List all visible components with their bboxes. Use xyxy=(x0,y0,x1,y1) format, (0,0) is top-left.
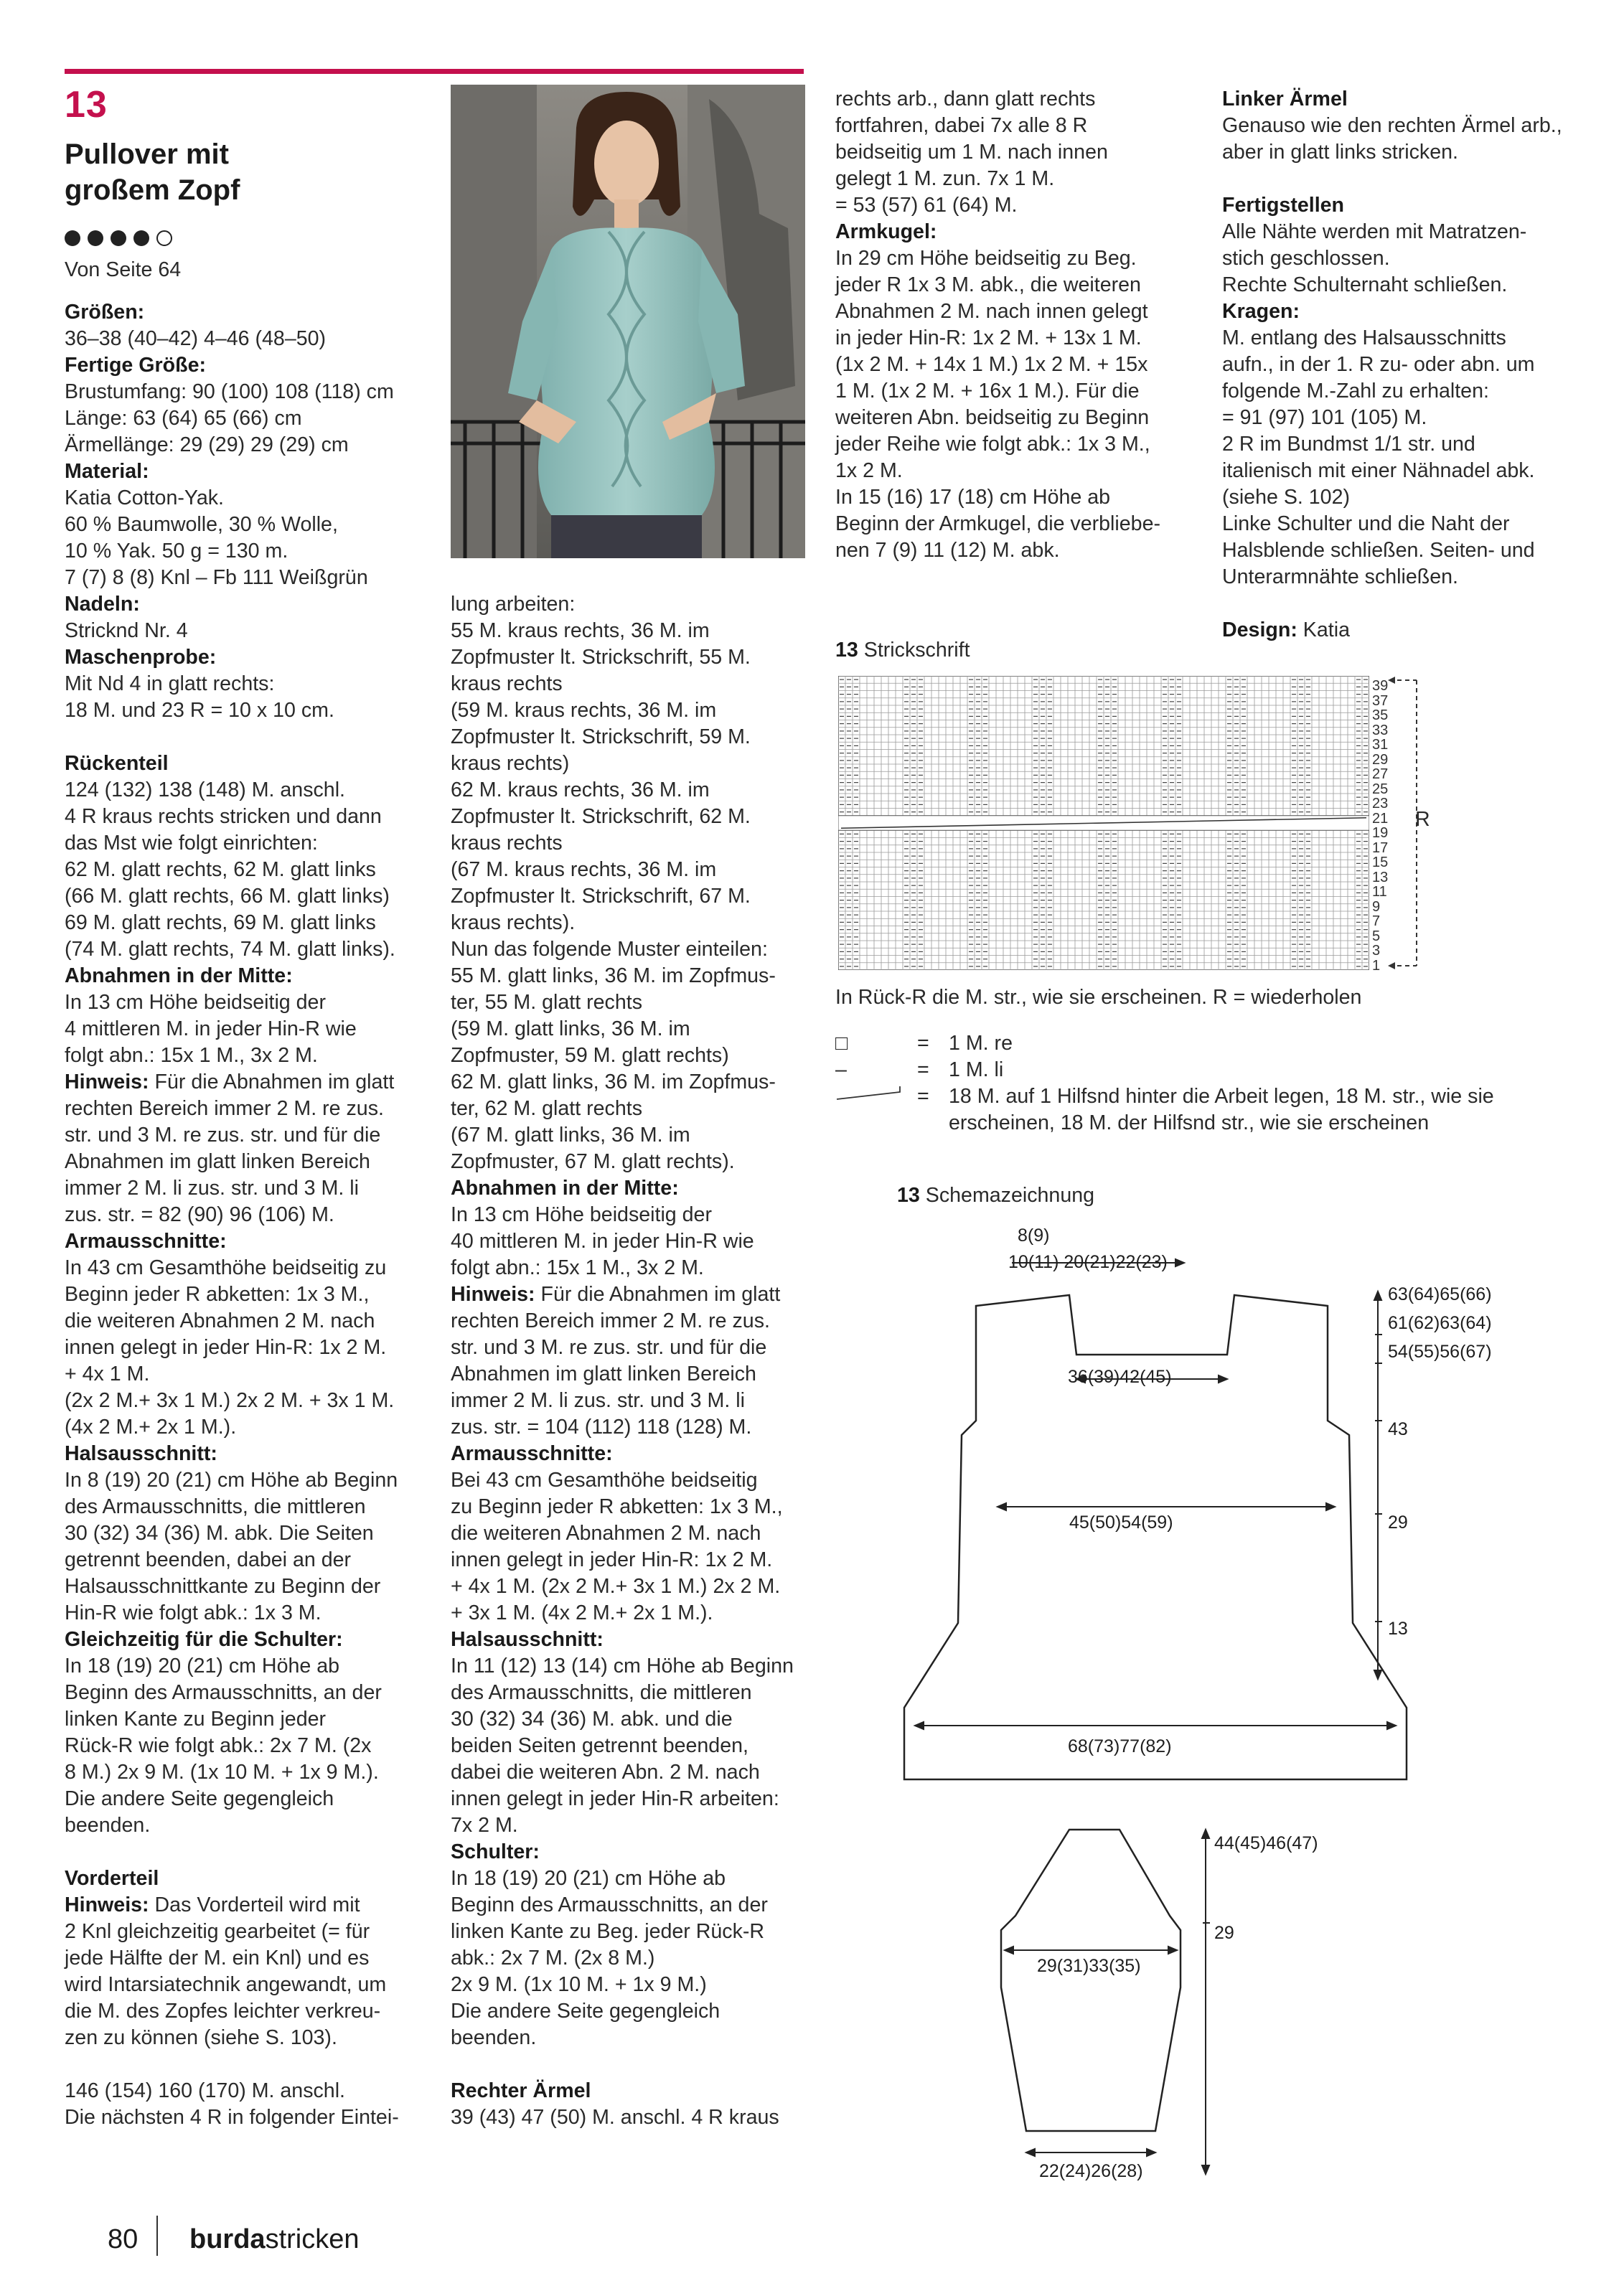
text-line: innen gelegt in jeder Hin-R arbeiten: xyxy=(451,1787,779,1810)
text-line: kraus rechts). xyxy=(451,911,576,934)
text-line xyxy=(1222,591,1595,617)
text-line: 4 mittleren M. in jeder Hin-R wie xyxy=(65,1017,357,1040)
text-line: die weiteren Abnahmen 2 M. nach xyxy=(451,1522,761,1545)
dim-height-armhole: 43 xyxy=(1388,1419,1408,1439)
text-line: in jeder Hin-R: 1x 2 M. + 13x 1 M. xyxy=(835,326,1142,349)
legend-symbol: □ xyxy=(835,1032,848,1055)
text-line: (59 M. glatt links, 36 M. im xyxy=(451,1017,690,1040)
text-line: des Armausschnitts, die mittleren xyxy=(451,1681,752,1704)
model-photo xyxy=(451,85,805,558)
text-line: + 4x 1 M. (2x 2 M.+ 3x 1 M.) 2x 2 M. xyxy=(451,1575,781,1598)
text-line: 2x 9 M. (1x 10 M. + 1x 9 M.) xyxy=(451,1973,707,1996)
section-heading: Armausschnitte: xyxy=(65,1230,227,1253)
column-4 xyxy=(1222,86,1595,644)
text-line: innen gelegt in jeder Hin-R: 1x 2 M. xyxy=(65,1336,387,1359)
dim-neck-depth: 8(9) xyxy=(1018,1225,1050,1246)
section-heading: Rückenteil xyxy=(65,752,169,775)
legend-text: 18 M. auf 1 Hilfsnd hinter die Arbeit legen, 18 M. str., wie sie xyxy=(949,1085,1494,1108)
chart-row-number: 3 xyxy=(1372,943,1381,959)
schema-title: Schemazeichnung xyxy=(925,1184,1095,1207)
text-line: (2x 2 M.+ 3x 1 M.) 2x 2 M. + 3x 1 M. xyxy=(65,1389,395,1412)
body-schema-drawing xyxy=(890,1220,1450,1794)
text-line: In 29 cm Höhe beidseitig zu Beg. xyxy=(835,247,1137,270)
chart-row-number: 31 xyxy=(1372,737,1389,753)
difficulty-dot-filled xyxy=(111,230,126,246)
text-line: 30 (32) 34 (36) M. abk. und die xyxy=(451,1708,733,1731)
text-line: 4 R kraus rechts stricken und dann xyxy=(65,805,382,828)
text-line: 40 mittleren M. in jeder Hin-R wie xyxy=(451,1230,754,1253)
difficulty-dot-filled xyxy=(88,230,103,246)
cable-symbol-icon xyxy=(835,1083,901,1105)
text-line: abk.: 2x 7 M. (2x 8 M.) xyxy=(451,1947,655,1970)
column-2 xyxy=(451,591,817,2131)
text-line: Design: Katia xyxy=(1222,618,1350,641)
text-line: das Mst wie folgt einrichten: xyxy=(65,832,318,855)
text-line: 62 M. glatt rechts, 62 M. glatt links xyxy=(65,858,376,881)
text-line: beenden. xyxy=(65,1814,151,1837)
legend-symbol: – xyxy=(835,1058,847,1081)
pattern-title-line2: großem Zopf xyxy=(65,174,240,206)
text-line: In 11 (12) 13 (14) cm Höhe ab Beginn xyxy=(451,1655,794,1678)
section-heading: Vorderteil xyxy=(65,1867,159,1890)
text-line: rechts arb., dann glatt rechts xyxy=(835,88,1096,110)
page-number: 80 xyxy=(108,2224,139,2254)
text-line: (74 M. glatt rechts, 74 M. glatt links). xyxy=(65,938,395,961)
text-line: aber in glatt links stricken. xyxy=(1222,141,1458,164)
difficulty-dot-filled xyxy=(65,230,80,246)
text-line: Beginn jeder R abketten: 1x 3 M., xyxy=(65,1283,370,1306)
chart-row-number: 27 xyxy=(1372,766,1389,783)
dim-hem: 68(73)77(82) xyxy=(1068,1736,1172,1756)
text-line: lung arbeiten: xyxy=(451,593,576,616)
inline-label: Hinweis: xyxy=(65,1071,149,1093)
text-line: Linke Schulter und die Naht der xyxy=(1222,512,1510,535)
text-line: stich geschlossen. xyxy=(1222,247,1390,270)
text-line: In 8 (19) 20 (21) cm Höhe ab Beginn xyxy=(65,1469,398,1492)
chart-row-number: 37 xyxy=(1372,692,1389,709)
text-line: rechten Bereich immer 2 M. re zus. xyxy=(451,1309,770,1332)
text-line: aufn., in der 1. R zu- oder abn. um xyxy=(1222,353,1535,376)
text-line: folgt abn.: 15x 1 M., 3x 2 M. xyxy=(451,1256,704,1279)
text-line: 36–38 (40–42) 4–46 (48–50) xyxy=(65,327,327,350)
text-line: die weiteren Abnahmen 2 M. nach xyxy=(65,1309,375,1332)
text-line: des Armausschnitts, die mittleren xyxy=(65,1495,366,1518)
chart-note: In Rück-R die M. str., wie sie erscheinen. R = wiederholen xyxy=(835,986,1362,1009)
section-heading: Schulter: xyxy=(451,1840,540,1863)
text-line: 62 M. kraus rechts, 36 M. im xyxy=(451,778,710,801)
text-line: zen zu können (siehe S. 103). xyxy=(65,2026,337,2049)
text-line: 69 M. glatt rechts, 69 M. glatt links xyxy=(65,911,376,934)
dim-height-3: 54(55)56(67) xyxy=(1388,1342,1492,1362)
model-photo-image xyxy=(451,85,805,558)
text-line: kraus rechts) xyxy=(451,752,570,775)
section-heading: Halsausschnitt: xyxy=(451,1628,604,1651)
section-heading: Fertigstellen xyxy=(1222,194,1345,217)
text-line: kraus rechts xyxy=(451,832,563,855)
text-line: 62 M. glatt links, 36 M. im Zopfmus- xyxy=(451,1071,776,1093)
section-heading: Linker Ärmel xyxy=(1222,88,1348,110)
text-line: Die andere Seite gegengleich xyxy=(451,2000,721,2023)
text-line: Hinweis: Für die Abnahmen im glatt xyxy=(451,1283,781,1306)
text-line: Ärmellänge: 29 (29) 29 (29) cm xyxy=(65,433,349,456)
text-line: linken Kante zu Beg. jeder Rück-R xyxy=(451,1920,765,1943)
text-line: 39 (43) 47 (50) M. anschl. 4 R kraus xyxy=(451,2106,779,2129)
text-line: 55 M. kraus rechts, 36 M. im xyxy=(451,619,710,642)
from-page-link: Von Seite 64 xyxy=(65,258,182,281)
text-line: 1x 2 M. xyxy=(835,459,903,482)
text-line: Alle Nähte werden mit Matratzen- xyxy=(1222,220,1527,243)
text-line: In 13 cm Höhe beidseitig der xyxy=(451,1203,712,1226)
chart-row-number: 13 xyxy=(1372,869,1389,885)
text-line: die M. des Zopfes leichter verkreu- xyxy=(65,2000,381,2023)
section-heading: Fertige Größe: xyxy=(65,354,207,377)
text-line: jede Hälfte der M. ein Knl) und es xyxy=(65,1947,370,1970)
text-line: In 18 (19) 20 (21) cm Höhe ab xyxy=(65,1655,340,1678)
inline-label: Hinweis: xyxy=(451,1283,535,1306)
text-line: ter, 55 M. glatt rechts xyxy=(451,991,642,1014)
text-line: Länge: 63 (64) 65 (66) cm xyxy=(65,407,302,430)
text-line: Halsausschnittkante zu Beginn der xyxy=(65,1575,381,1598)
dim-height-13: 13 xyxy=(1388,1619,1408,1639)
text-line: 10 % Yak. 50 g = 130 m. xyxy=(65,540,288,563)
text-line: folgt abn.: 15x 1 M., 3x 2 M. xyxy=(65,1044,318,1067)
text-line: Zopfmuster lt. Strickschrift, 62 M. xyxy=(451,805,751,828)
text-line: dabei die weiteren Abn. 2 M. nach xyxy=(451,1761,760,1784)
text-line: Beginn der Armkugel, die verbliebe- xyxy=(835,512,1160,535)
text-line: (59 M. kraus rechts, 36 M. im xyxy=(451,699,717,722)
text-line: zus. str. = 82 (90) 96 (106) M. xyxy=(65,1203,334,1226)
text-line: 7 (7) 8 (8) Knl – Fb 111 Weißgrün xyxy=(65,566,368,589)
section-heading: Nadeln: xyxy=(65,593,140,616)
text-line: 2 R im Bundmst 1/1 str. und xyxy=(1222,433,1475,456)
text-line: = 53 (57) 61 (64) M. xyxy=(835,194,1018,217)
inline-label: Hinweis: xyxy=(65,1893,149,1916)
text-line: 8 M.) 2x 9 M. (1x 10 M. + 1x 9 M.). xyxy=(65,1761,379,1784)
text-line: rechten Bereich immer 2 M. re zus. xyxy=(65,1097,384,1120)
text-line: (siehe S. 102) xyxy=(1222,486,1351,509)
text-line: Die nächsten 4 R in folgender Eintei- xyxy=(65,2106,399,2129)
column-1 xyxy=(65,86,438,2131)
text-line: In 13 cm Höhe beidseitig der xyxy=(65,991,326,1014)
chart-row-number: 7 xyxy=(1372,913,1381,930)
text-line: linken Kante zu Beginn jeder xyxy=(65,1708,327,1731)
inline-label: Design: xyxy=(1222,618,1297,641)
section-heading: Abnahmen in der Mitte: xyxy=(451,1177,679,1200)
text-line: Abnahmen im glatt linken Bereich xyxy=(451,1363,756,1385)
sleeve-schema-drawing xyxy=(976,1815,1263,2188)
section-heading: Maschenprobe: xyxy=(65,646,217,669)
chart-row-number: 5 xyxy=(1372,928,1381,944)
text-line: nen 7 (9) 11 (12) M. abk. xyxy=(835,539,1060,562)
chart-caption xyxy=(835,639,970,662)
text-line: Zopfmuster lt. Strickschrift, 55 M. xyxy=(451,646,751,669)
column-3 xyxy=(835,86,1208,564)
text-line: 124 (132) 138 (148) M. anschl. xyxy=(65,778,345,801)
pattern-number: 13 xyxy=(65,84,108,126)
text-line: wird Intarsiatechnik angewandt, um xyxy=(65,1973,387,1996)
chart-row-number: 35 xyxy=(1372,707,1389,724)
text-line: In 18 (19) 20 (21) cm Höhe ab xyxy=(451,1867,726,1890)
text-line: Mit Nd 4 in glatt rechts: xyxy=(65,672,275,695)
text-line: str. und 3 M. re zus. str. und für die xyxy=(65,1124,381,1147)
dim-sleeve-length: 29 xyxy=(1214,1923,1234,1943)
text-line: (4x 2 M.+ 2x 1 M.). xyxy=(65,1416,237,1439)
knitting-chart xyxy=(838,676,1369,970)
text-line xyxy=(1222,166,1595,192)
text-line: jeder R 1x 3 M. abk., die weiteren xyxy=(835,273,1141,296)
legend-equals: = xyxy=(917,1032,929,1055)
chart-title: Strickschrift xyxy=(863,639,970,662)
text-line: Unterarmnähte schließen. xyxy=(1222,565,1458,588)
top-accent-bar xyxy=(65,69,804,74)
text-line: Die andere Seite gegengleich xyxy=(65,1787,334,1810)
text-line: In 15 (16) 17 (18) cm Höhe ab xyxy=(835,486,1111,509)
text-line: gelegt 1 M. zun. 7x 1 M. xyxy=(835,167,1055,190)
text-line: Zopfmuster, 67 M. glatt rechts). xyxy=(451,1150,735,1173)
section-heading: Kragen: xyxy=(1222,300,1300,323)
difficulty-rating xyxy=(65,224,438,253)
dim-shoulder-line: 10(11) 20(21)22(23) xyxy=(1008,1252,1168,1272)
text-line: fortfahren, dabei 7x alle 8 R xyxy=(835,114,1088,137)
dim-waist: 45(50)54(59) xyxy=(1069,1512,1173,1533)
text-line: ter, 62 M. glatt rechts xyxy=(451,1097,642,1120)
section-heading: Armausschnitte: xyxy=(451,1442,613,1465)
text-line: 60 % Baumwolle, 30 % Wolle, xyxy=(65,513,338,536)
legend-text-continued: erscheinen, 18 M. der Hilfsnd str., wie sie erscheinen xyxy=(949,1111,1430,1134)
difficulty-dot-empty xyxy=(156,230,172,246)
text-line: jeder Reihe wie folgt abk.: 1x 3 M., xyxy=(835,433,1150,456)
chart-row-number: 21 xyxy=(1372,810,1389,827)
text-line: zu Beginn jeder R abketten: 1x 3 M., xyxy=(451,1495,783,1518)
text-line xyxy=(65,724,438,751)
text-line: Katia Cotton-Yak. xyxy=(65,486,224,509)
text-line: 30 (32) 34 (36) M. abk. Die Seiten xyxy=(65,1522,374,1545)
section-heading: Abnahmen in der Mitte: xyxy=(65,964,293,987)
text-line xyxy=(65,1839,438,1866)
text-line: Brustumfang: 90 (100) 108 (118) cm xyxy=(65,380,394,403)
text-line: 2 Knl gleichzeitig gearbeitet (= für xyxy=(65,1920,370,1943)
text-line: Abnahmen 2 M. nach innen gelegt xyxy=(835,300,1148,323)
text-line: kraus rechts xyxy=(451,672,563,695)
text-line: innen gelegt in jeder Hin-R: 1x 2 M. xyxy=(451,1548,773,1571)
dim-sleeve-upper: 29(31)33(35) xyxy=(1037,1956,1141,1976)
text-line: In 43 cm Gesamthöhe beidseitig zu xyxy=(65,1256,387,1279)
chart-row-number: 25 xyxy=(1372,781,1389,797)
repeat-label: R xyxy=(1415,808,1430,831)
text-line: Zopfmuster lt. Strickschrift, 67 M. xyxy=(451,885,751,908)
text-line: Abnahmen im glatt linken Bereich xyxy=(65,1150,370,1173)
chart-row-number: 29 xyxy=(1372,751,1389,768)
chart-row-number: 17 xyxy=(1372,839,1389,856)
section-heading: Material: xyxy=(65,460,149,483)
text-line: Hinweis: Für die Abnahmen im glatt xyxy=(65,1071,395,1093)
text-line: Hinweis: Das Vorderteil wird mit xyxy=(65,1893,360,1916)
text-line: 18 M. und 23 R = 10 x 10 cm. xyxy=(65,699,334,722)
section-heading: Größen: xyxy=(65,301,145,324)
text-line: + 4x 1 M. xyxy=(65,1363,150,1385)
text-line: 7x 2 M. xyxy=(451,1814,518,1837)
legend-text: 1 M. li xyxy=(949,1058,1004,1081)
legend-symbol xyxy=(835,1083,901,1112)
text-line: beenden. xyxy=(451,2026,537,2049)
text-line: getrennt beenden, dabei an der xyxy=(65,1548,352,1571)
footer-divider xyxy=(156,2216,158,2256)
dim-bust-upper: 36(39)42(45) xyxy=(1068,1367,1172,1387)
text-line: (66 M. glatt rechts, 66 M. glatt links) xyxy=(65,885,390,908)
text-line: Genauso wie den rechten Ärmel arb., xyxy=(1222,114,1562,137)
brand-rest: stricken xyxy=(265,2224,360,2254)
text-line: immer 2 M. li zus. str. und 3 M. li xyxy=(65,1177,359,1200)
text-line: Rechte Schulternaht schließen. xyxy=(1222,273,1508,296)
text-line: Zopfmuster, 59 M. glatt rechts) xyxy=(451,1044,729,1067)
text-line: Stricknd Nr. 4 xyxy=(65,619,188,642)
text-line: + 3x 1 M. (4x 2 M.+ 2x 1 M.). xyxy=(451,1601,713,1624)
text-line: beidseitig um 1 M. nach innen xyxy=(835,141,1108,164)
brand-bold: burda xyxy=(189,2224,266,2254)
text-line: Zopfmuster lt. Strickschrift, 59 M. xyxy=(451,725,751,748)
text-line: Hin-R wie folgt abk.: 1x 3 M. xyxy=(65,1601,321,1624)
text-line: weiteren Abn. beidseitig zu Beginn xyxy=(835,406,1150,429)
text-line: folgende M.-Zahl zu erhalten: xyxy=(1222,380,1489,403)
legend-equals: = xyxy=(917,1058,929,1081)
chart-number: 13 xyxy=(835,639,858,662)
chart-row-number: 1 xyxy=(1372,957,1381,974)
text-line: M. entlang des Halsausschnitts xyxy=(1222,326,1506,349)
text-line: 55 M. glatt links, 36 M. im Zopfmus- xyxy=(451,964,776,987)
difficulty-dot-filled xyxy=(133,230,149,246)
text-line: 146 (154) 160 (170) M. anschl. xyxy=(65,2079,345,2102)
text-line: beiden Seiten getrennt beenden, xyxy=(451,1734,748,1757)
text-line: Beginn des Armausschnitts, an der xyxy=(451,1893,768,1916)
footer-brand xyxy=(189,2224,359,2255)
chart-row-number: 39 xyxy=(1372,678,1389,695)
section-heading: Armkugel: xyxy=(835,220,937,243)
text-line: Beginn des Armausschnitts, an der xyxy=(65,1681,382,1704)
text-line: zus. str. = 104 (112) 118 (128) M. xyxy=(451,1416,752,1439)
text-line xyxy=(65,2051,438,2078)
schema-number: 13 xyxy=(897,1184,920,1207)
text-line: italienisch mit einer Nähnadel abk. xyxy=(1222,459,1535,482)
legend-text: 1 M. re xyxy=(949,1032,1013,1055)
text-line: Bei 43 cm Gesamthöhe beidseitig xyxy=(451,1469,758,1492)
text-line: = 91 (97) 101 (105) M. xyxy=(1222,406,1427,429)
text-line: 1 M. (1x 2 M. + 16x 1 M.). Für die xyxy=(835,380,1140,403)
chart-row-number: 23 xyxy=(1372,796,1389,812)
text-line: immer 2 M. li zus. str. und 3 M. li xyxy=(451,1389,745,1412)
schema-caption xyxy=(897,1184,1094,1208)
dim-height-2: 61(62)63(64) xyxy=(1388,1313,1492,1333)
dim-sleeve-cuff: 22(24)26(28) xyxy=(1039,2161,1143,2181)
text-line: str. und 3 M. re zus. str. und für die xyxy=(451,1336,767,1359)
dim-sleeve-cap-height: 44(45)46(47) xyxy=(1214,1833,1318,1853)
text-line: (67 M. kraus rechts, 36 M. im xyxy=(451,858,717,881)
text-line xyxy=(451,2051,817,2078)
text-line: Nun das folgende Muster einteilen: xyxy=(451,938,768,961)
section-heading: Gleichzeitig für die Schulter: xyxy=(65,1628,343,1651)
dim-height-29: 29 xyxy=(1388,1512,1408,1533)
text-line: (1x 2 M. + 14x 1 M.) 1x 2 M. + 15x xyxy=(835,353,1148,376)
legend-equals: = xyxy=(917,1085,929,1108)
chart-row-number: 15 xyxy=(1372,855,1389,871)
section-heading: Halsausschnitt: xyxy=(65,1442,217,1465)
text-line: Rück-R wie folgt abk.: 2x 7 M. (2x xyxy=(65,1734,372,1757)
pattern-title-line1: Pullover mit xyxy=(65,138,229,170)
chart-row-number: 11 xyxy=(1372,884,1387,900)
dim-height-1: 63(64)65(66) xyxy=(1388,1284,1492,1304)
chart-row-number: 33 xyxy=(1372,722,1389,738)
section-heading: Rechter Ärmel xyxy=(451,2079,591,2102)
chart-row-number: 9 xyxy=(1372,898,1381,915)
text-line: Halsblende schließen. Seiten- und xyxy=(1222,539,1535,562)
text-line: (67 M. glatt links, 36 M. im xyxy=(451,1124,690,1147)
chart-row-number: 19 xyxy=(1372,825,1389,842)
